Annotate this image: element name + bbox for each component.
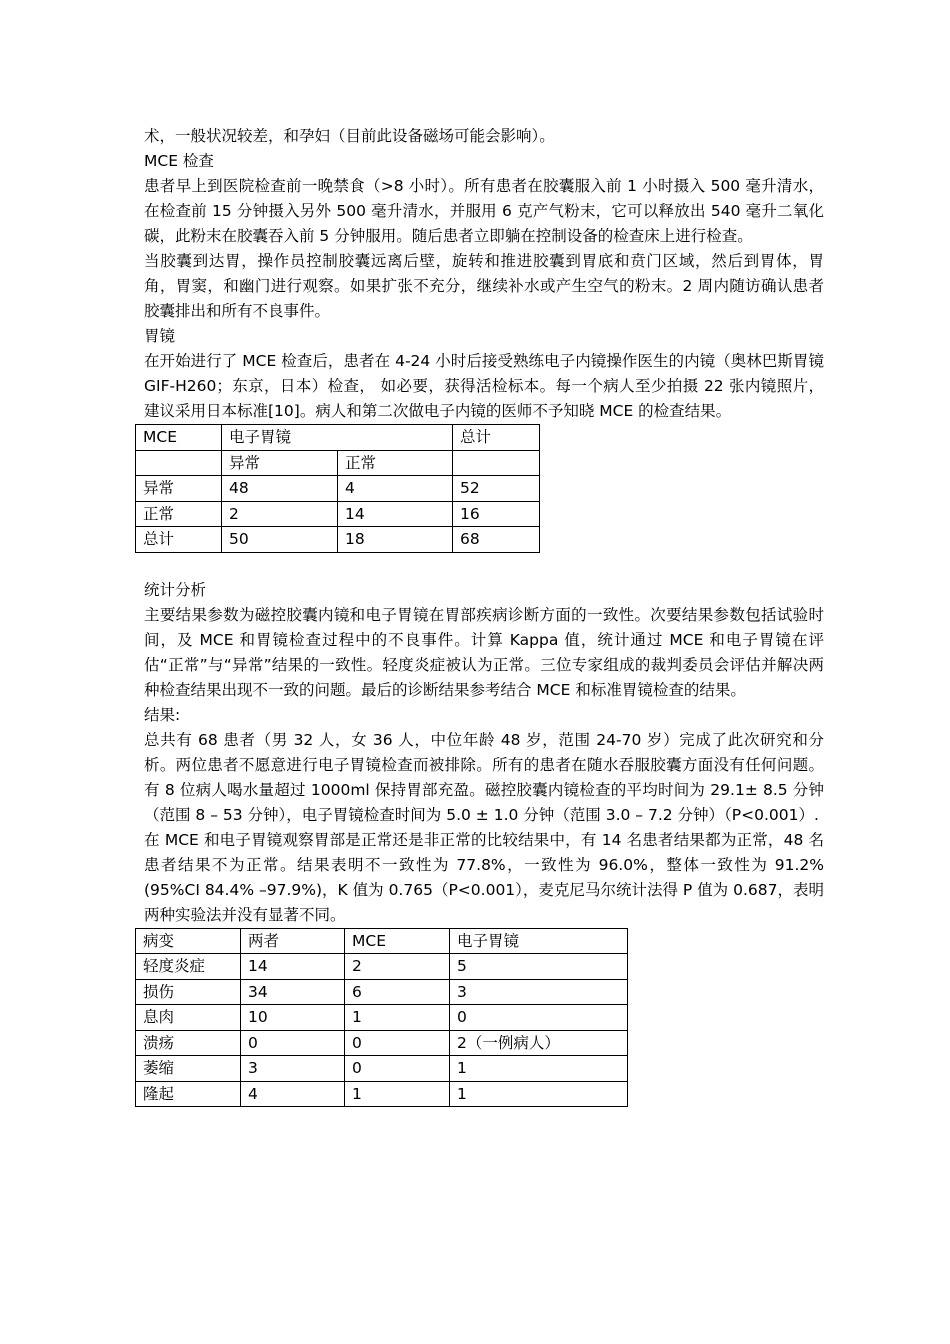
paragraph-intro-tail: 术，一般状况较差，和孕妇（目前此设备磁场可能会影响）。 (144, 127, 555, 145)
table-row (136, 1030, 628, 1056)
table-cell: 病变 (136, 928, 241, 954)
table-cell: 异常 (136, 476, 222, 502)
table-cell: 3 (450, 979, 628, 1005)
table-row (136, 501, 540, 527)
table-row (136, 1005, 628, 1031)
table-cell: 总计 (136, 527, 222, 553)
table-cell: 14 (338, 501, 453, 527)
table-cell: 1 (345, 1081, 450, 1107)
table-cell: 6 (345, 979, 450, 1005)
table-cell: 隆起 (136, 1081, 241, 1107)
table-cell: 52 (453, 476, 540, 502)
heading-gastroscopy: 胃镜 (144, 327, 176, 345)
table-cell: 电子胃镜 (222, 425, 453, 451)
table-cell: 正常 (136, 501, 222, 527)
table-row (136, 928, 628, 954)
table-cell: 2 (345, 954, 450, 980)
table-row (136, 979, 628, 1005)
table-cell: 损伤 (136, 979, 241, 1005)
table-cell: 4 (241, 1081, 345, 1107)
table-cell: 0 (345, 1056, 450, 1082)
table-cell: 34 (241, 979, 345, 1005)
table-cell: 48 (222, 476, 338, 502)
table-cell (453, 450, 540, 476)
table-cell: 正常 (338, 450, 453, 476)
paragraph-statistics: 主要结果参数为磁控胶囊内镜和电子胃镜在胃部疾病诊断方面的一致性。次要结果参数包括试验时间，及 MCE 和胃镜检查过程中的不良事件。计算 Kappa 值，统计通过 MCE 和电子胃镜在评估“正常”与“异常”结果的一致性。轻度炎症被认为正常。三位专家组成的裁判委员会评估并解决两种检查结果出现不一致的问题。最后的诊断结果参考结合 MCE 和标准胃镜检查的结果。 (144, 605, 824, 699)
table-cell: 0 (241, 1030, 345, 1056)
table-row (136, 1081, 628, 1107)
paragraph-mce-procedure: 当胶囊到达胃，操作员控制胶囊远离后壁，旋转和推进胶囊到胃底和贲门区域，然后到胃体，胃角，胃窦，和幽门进行观察。如果扩张不充分，继续补水或产生空气的粉末。2 周内随访确认患者胶囊排出和所有不良事件。 (144, 252, 824, 320)
table-cell: 68 (453, 527, 540, 553)
heading-results: 结果: (144, 705, 181, 724)
table-cell: 2 (222, 501, 338, 527)
table-cell: 1 (450, 1056, 628, 1082)
table-cell: 两者 (241, 928, 345, 954)
table-cell: 总计 (453, 425, 540, 451)
table-cell: 18 (338, 527, 453, 553)
table-cell: 溃疡 (136, 1030, 241, 1056)
paragraph-results-2: 在 MCE 和电子胃镜观察胃部是正常还是非正常的比较结果中，有 14 名患者结果都为正常，48 名患者结果不为正常。结果表明不一致性为 77.8%，一致性为 96.0%，整体一致性为 91.2% (95%CI 84.4% –97.9%)，K 值为 0.765（P<0.001），麦克尼马尔统计法得 P 值为 0.687，表明两种实验法并没有显著不同。 (144, 830, 824, 924)
table-cell: 4 (338, 476, 453, 502)
table-cell: 息肉 (136, 1005, 241, 1031)
lesion-table (135, 928, 628, 1108)
table-row (136, 1056, 628, 1082)
document-page (144, 124, 824, 1107)
table-cell: MCE (136, 425, 222, 451)
table-cell: 0 (345, 1030, 450, 1056)
paragraph-gastroscopy: 在开始进行了 MCE 检查后，患者在 4-24 小时后接受熟练电子内镜操作医生的内镜（奥林巴斯胃镜 GIF-H260；东京，日本）检查， 如必要，获得活检标本。每一个病人至少拍摄 22 张内镜照片，建议采用日本标准[10]。病人和第二次做电子内镜的医师不予知晓 MCE 的检查结果。 (144, 352, 824, 420)
table-cell (136, 450, 222, 476)
table-cell: 16 (453, 501, 540, 527)
spacer (144, 553, 824, 578)
table-cell: 3 (241, 1056, 345, 1082)
paragraph-mce-prep: 患者早上到医院检查前一晚禁食（>8 小时）。所有患者在胶囊服入前 1 小时摄入 500 毫升清水，在检查前 15 分钟摄入另外 500 毫升清水，并服用 6 克产气粉末，它可以释放出 540 毫升二氧化碳，此粉末在胶囊吞入前 5 分钟服用。随后患者立即躺在控制设备的检查床上进行检查。 (144, 177, 824, 245)
table-cell: 轻度炎症 (136, 954, 241, 980)
table-cell: MCE (345, 928, 450, 954)
paragraph-results-1: 总共有 68 患者（男 32 人，女 36 人，中位年龄 48 岁，范围 24-70 岁）完成了此次研究和分析。两位患者不愿意进行电子胃镜检查而被排除。所有的患者在随水吞服胶囊方面没有任何问题。有 8 位病人喝水量超过 1000ml 保持胃部充盈。磁控胶囊内镜检查的平均时间为 29.1± 8.5 分钟（范围 8 – 53 分钟），电子胃镜检查时间为 5.0 ± 1.0 分钟（范围 3.0 – 7.2 分钟）（P<0.001）. (144, 730, 824, 824)
table-cell: 2（一例病人） (450, 1030, 628, 1056)
table-cell: 0 (450, 1005, 628, 1031)
table-cell: 1 (450, 1081, 628, 1107)
table-row (136, 476, 540, 502)
table-row (136, 425, 540, 451)
table-row (136, 450, 540, 476)
comparison-table (135, 424, 540, 553)
table-cell: 14 (241, 954, 345, 980)
table-cell: 5 (450, 954, 628, 980)
table-cell: 50 (222, 527, 338, 553)
table-cell: 萎缩 (136, 1056, 241, 1082)
table-cell: 1 (345, 1005, 450, 1031)
table-cell: 电子胃镜 (450, 928, 628, 954)
table-cell: 异常 (222, 450, 338, 476)
table-row (136, 527, 540, 553)
heading-statistics: 统计分析 (144, 580, 207, 599)
table-cell: 10 (241, 1005, 345, 1031)
table-row (136, 954, 628, 980)
heading-mce-exam: MCE 检查 (144, 152, 214, 170)
